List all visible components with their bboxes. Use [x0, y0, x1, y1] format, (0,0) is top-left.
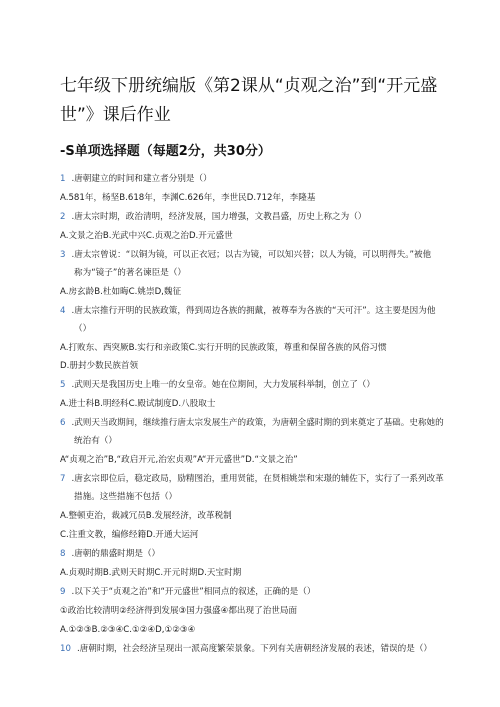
question-line [60, 209, 450, 226]
line-text: D.册封少数民族首领 [60, 361, 139, 371]
line-text: A“贞观之治”B,“政启开元,治宏贞观”A“开元盛世”D.“文景之治” [60, 455, 298, 465]
answer-line [60, 489, 464, 506]
line-text: A.贞观时期B.武则天时期C.开元时期D.天宝时期 [60, 568, 242, 578]
question-line [60, 303, 450, 320]
question-number: 8 [60, 549, 66, 559]
answer-line [60, 603, 450, 620]
question-number: 6 [60, 418, 66, 428]
line-text: A.进士科B.明经科C.殿试制度D.八股取士 [60, 399, 216, 409]
question-number: 7 [60, 474, 66, 484]
line-text: A.房玄龄B.杜如晦C.姚崇D,魏征 [60, 287, 182, 297]
question-number: 3 [60, 250, 66, 260]
line-text: （） [74, 324, 92, 334]
line-text: .唐玄宗即位后，稳定政局，励精图治，重用贤能，在贤相姚崇和宋璟的辅佐下，实行了一系列改革 [71, 474, 444, 484]
answer-line [60, 265, 464, 282]
question-line [60, 377, 450, 394]
answer-line [60, 565, 450, 582]
line-text: .武则天是我国历史上唯一的女皇帝。她在位期间，大力发展科举制，创立了（） [71, 380, 375, 390]
question-number: 4 [60, 306, 66, 316]
line-text: A.打败东、西突厥B.实行和亲政策C.实行开明的民族政策，尊重和保留各族的风俗习惯 [60, 343, 387, 353]
line-text: A.①②③B.②③④C.①②④D,①②③④ [60, 625, 196, 635]
question-number: 2 [60, 212, 66, 222]
question-number: 10 [60, 644, 71, 654]
line-text: ①政治比较清明②经济得到发展③国力强盛④都出现了治世局面 [60, 606, 298, 616]
question-line [60, 641, 450, 658]
line-text: .唐太宗推行开明的民族政策，得到周边各族的拥戴，被尊奉为各族的“天可汗”。这主要是因为他 [71, 306, 436, 316]
question-number: 5 [60, 380, 66, 390]
question-line [60, 171, 450, 188]
question-line [60, 247, 450, 264]
answer-line [60, 228, 450, 245]
answer-line [60, 452, 450, 469]
answer-line [60, 508, 450, 525]
line-text: 统治有（） [74, 436, 117, 446]
line-text: A.文景之治B.光武中兴C.贞观之治D.开元盛世 [60, 231, 233, 241]
question-line [60, 546, 450, 563]
line-text: 措施。这些措施不包括（） [74, 492, 178, 502]
question-line [60, 471, 450, 488]
line-text: A.整顿吏治，裁减冗员B.发展经济，改革税制 [60, 511, 232, 521]
answer-line [60, 190, 450, 207]
line-text: .唐朝的鼎盛时期是（） [71, 549, 161, 559]
line-text: A.581年，杨坚B.618年，李渊C.626年，李世民D.712年，李隆基 [60, 193, 316, 203]
answer-line [60, 340, 450, 357]
question-number: 9 [60, 587, 66, 597]
answer-line [60, 358, 450, 375]
answer-line [60, 396, 450, 413]
line-text: .唐朝时期，社会经济呈现出一派高度繁荣景象。下列有关唐朝经济发展的表述，错误的是（） [76, 644, 433, 654]
section-heading: -S单项选择题（每题2分，共30分） [60, 144, 271, 159]
answer-line [60, 321, 464, 338]
answer-line [60, 433, 464, 450]
line-text: C.注重文教，编修经籍D.开通大运河 [60, 530, 199, 540]
question-line [60, 415, 450, 432]
line-text: .唐太宗曾说：“以铜为镜，可以正衣冠；以古为镜，可以知兴替；以人为镜，可以明得失。”被他 [71, 250, 432, 260]
answer-line [60, 527, 450, 544]
question-number: 1 [60, 174, 66, 184]
question-line [60, 584, 450, 601]
line-text: .唐朝建立的时间和建立者分别是（） [71, 174, 212, 184]
answer-line [60, 622, 450, 639]
line-text: 称为“镜子”的著名谏臣是（） [74, 268, 187, 278]
page-title: 七年级下册统编版《第2课从“贞观之治”到“开元盛世”》课后作业 [60, 76, 438, 125]
answer-line [60, 284, 450, 301]
line-text: .唐太宗时期，政治清明，经济发展，国力增强，文教昌盛，历史上称之为（） [71, 212, 367, 222]
line-text: .以下关于“贞观之治”和“开元盛世”相同点的叙述，正确的是（） [71, 587, 316, 597]
line-text: .武则天当政期间，继续推行唐太宗发展生产的政策，为唐朝全盛时期的到来奠定了基础。史称她的 [71, 418, 444, 428]
